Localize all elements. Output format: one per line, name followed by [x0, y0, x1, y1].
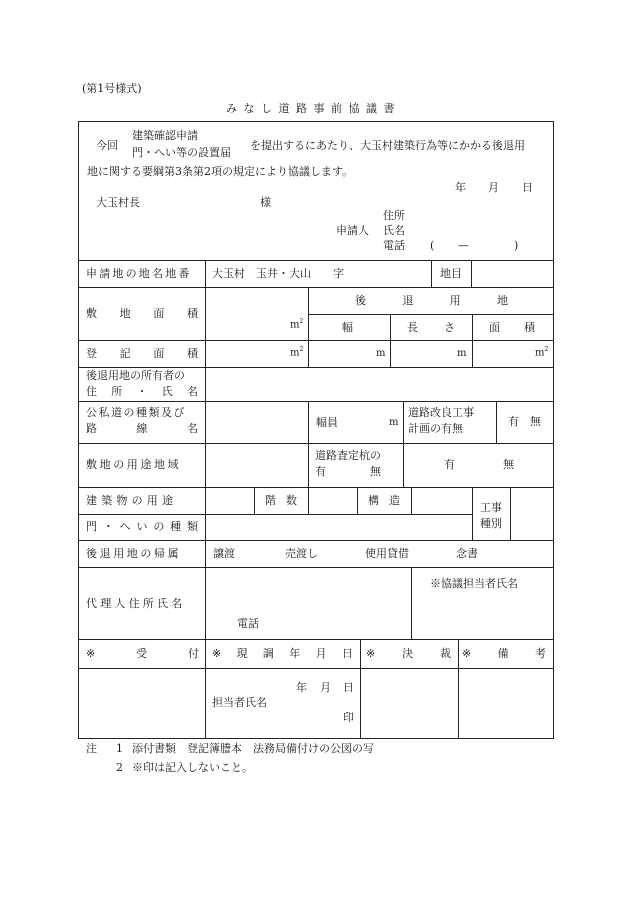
setback-length-label: 長 さ: [407, 321, 455, 334]
land-category-label: 地目: [440, 267, 462, 280]
office-survey-date-label: ※ 現 調 年 月 日: [212, 647, 353, 660]
intro-lead: 今回: [96, 139, 118, 152]
setback-header: 後 退 用 地: [355, 294, 508, 307]
office-date-month: 月: [320, 681, 331, 694]
owner-label-line1: 後退用地の所有者の: [86, 369, 185, 382]
setback-area-unit: $m^2$: [535, 346, 549, 359]
addressee-honorific: 様: [260, 196, 271, 209]
note-2-text: ※印は記入しないこと。: [132, 761, 253, 774]
applicant-label: 申請人: [336, 224, 369, 237]
survey-stake-label-line2: 有 無: [315, 465, 381, 478]
attribution-option-transfer[interactable]: 譲渡: [213, 547, 235, 560]
road-type-label-line1: 公私道の種類及び: [86, 406, 186, 419]
setback-width-unit: m: [376, 348, 386, 359]
structure-label: 構 造: [368, 494, 400, 507]
setback-length-unit: m: [457, 348, 467, 359]
owner-label-line2: 住 所 ・ 氏 名: [86, 385, 198, 398]
location-label: 申請地の地名地番: [86, 267, 192, 280]
setback-area-label: 面 積: [489, 321, 535, 334]
zoning-label: 敷地の用途地域: [86, 458, 182, 471]
road-width-unit: m: [389, 417, 399, 428]
office-remarks-label: ※ 備 考: [462, 647, 546, 660]
fence-type-label: 門 ・ へ い の 種 類: [86, 520, 198, 533]
attribution-label: 後退用地の帰属: [86, 547, 182, 560]
office-officer-label: 担当者氏名: [212, 696, 267, 709]
office-date-year: 年: [296, 681, 307, 694]
consult-officer-label: ※協議担当者氏名: [430, 577, 518, 590]
phone-close-paren: ): [514, 239, 519, 252]
attribution-option-sale[interactable]: 売渡し: [285, 547, 318, 560]
office-date-day: 日: [343, 681, 354, 694]
intro-text-1: を提出するにあたり、大玉村建築行為等にかかる後退用: [250, 139, 525, 152]
note-2-number: 2: [116, 761, 123, 774]
phone-open-paren: (: [430, 239, 435, 252]
work-type-label-line2: 種別: [480, 517, 502, 530]
survey-stake-label-line1: 道路査定杭の: [315, 449, 381, 462]
road-width-label: 幅員: [316, 416, 338, 429]
form-number: (第1号様式): [82, 82, 142, 95]
applicant-address-label: 住所: [383, 209, 405, 222]
road-improvement-label-line1: 道路改良工事: [408, 406, 474, 419]
note-1-number: 1: [116, 742, 123, 755]
agent-label: 代理人住所氏名: [86, 597, 186, 610]
date-year-label: 年: [455, 181, 466, 194]
site-area-label: 敷 地 面 積: [86, 307, 198, 320]
date-day-label: 日: [522, 181, 533, 194]
survey-stake-yes[interactable]: 有: [444, 458, 455, 471]
addressee: 大玉村長: [96, 196, 140, 209]
attribution-option-memo[interactable]: 念書: [456, 547, 478, 560]
setback-width-label: 幅: [342, 321, 353, 334]
building-use-label: 建築物の用途: [86, 494, 178, 507]
form-title: みなし道路事前協議書: [226, 102, 401, 115]
registered-area-unit: $m^2$: [290, 346, 304, 359]
intro-text-2: 地に関する要綱第3条第2項の規定により協議します。: [87, 165, 354, 178]
work-type-label-line1: 工事: [480, 501, 502, 514]
site-area-unit: $m^2$: [290, 318, 304, 331]
notes-prefix: 注: [86, 742, 97, 755]
office-received-label: ※ 受 付: [86, 647, 199, 660]
survey-stake-no[interactable]: 無: [503, 458, 514, 471]
agent-phone-label: 電話: [237, 617, 259, 630]
applicant-phone-label: 電話: [383, 239, 405, 252]
date-month-label: 月: [488, 181, 499, 194]
road-type-label-line2: 路 線 名: [86, 422, 198, 435]
office-seal-label: 印: [343, 711, 354, 724]
office-decision-label: ※ 決 裁: [366, 647, 451, 660]
floors-label: 階 数: [265, 494, 297, 507]
location-value[interactable]: 大玉村 玉井・大山 字: [212, 267, 344, 280]
phone-dash: —: [458, 239, 469, 252]
registered-area-label: 登 記 面 積: [86, 347, 198, 360]
note-1-text: 添付書類 登記簿謄本 法務局備付けの公図の写: [132, 742, 374, 755]
road-improvement-yes-no[interactable]: 有 無: [508, 415, 541, 428]
intro-option-fence-notice[interactable]: 門・へい等の設置届: [132, 146, 231, 159]
road-improvement-label-line2: 計画の有無: [408, 422, 463, 435]
attribution-option-loan[interactable]: 使用貸借: [365, 547, 409, 560]
intro-option-building-confirmation[interactable]: 建築確認申請: [132, 129, 198, 142]
applicant-name-label: 氏名: [383, 224, 405, 237]
